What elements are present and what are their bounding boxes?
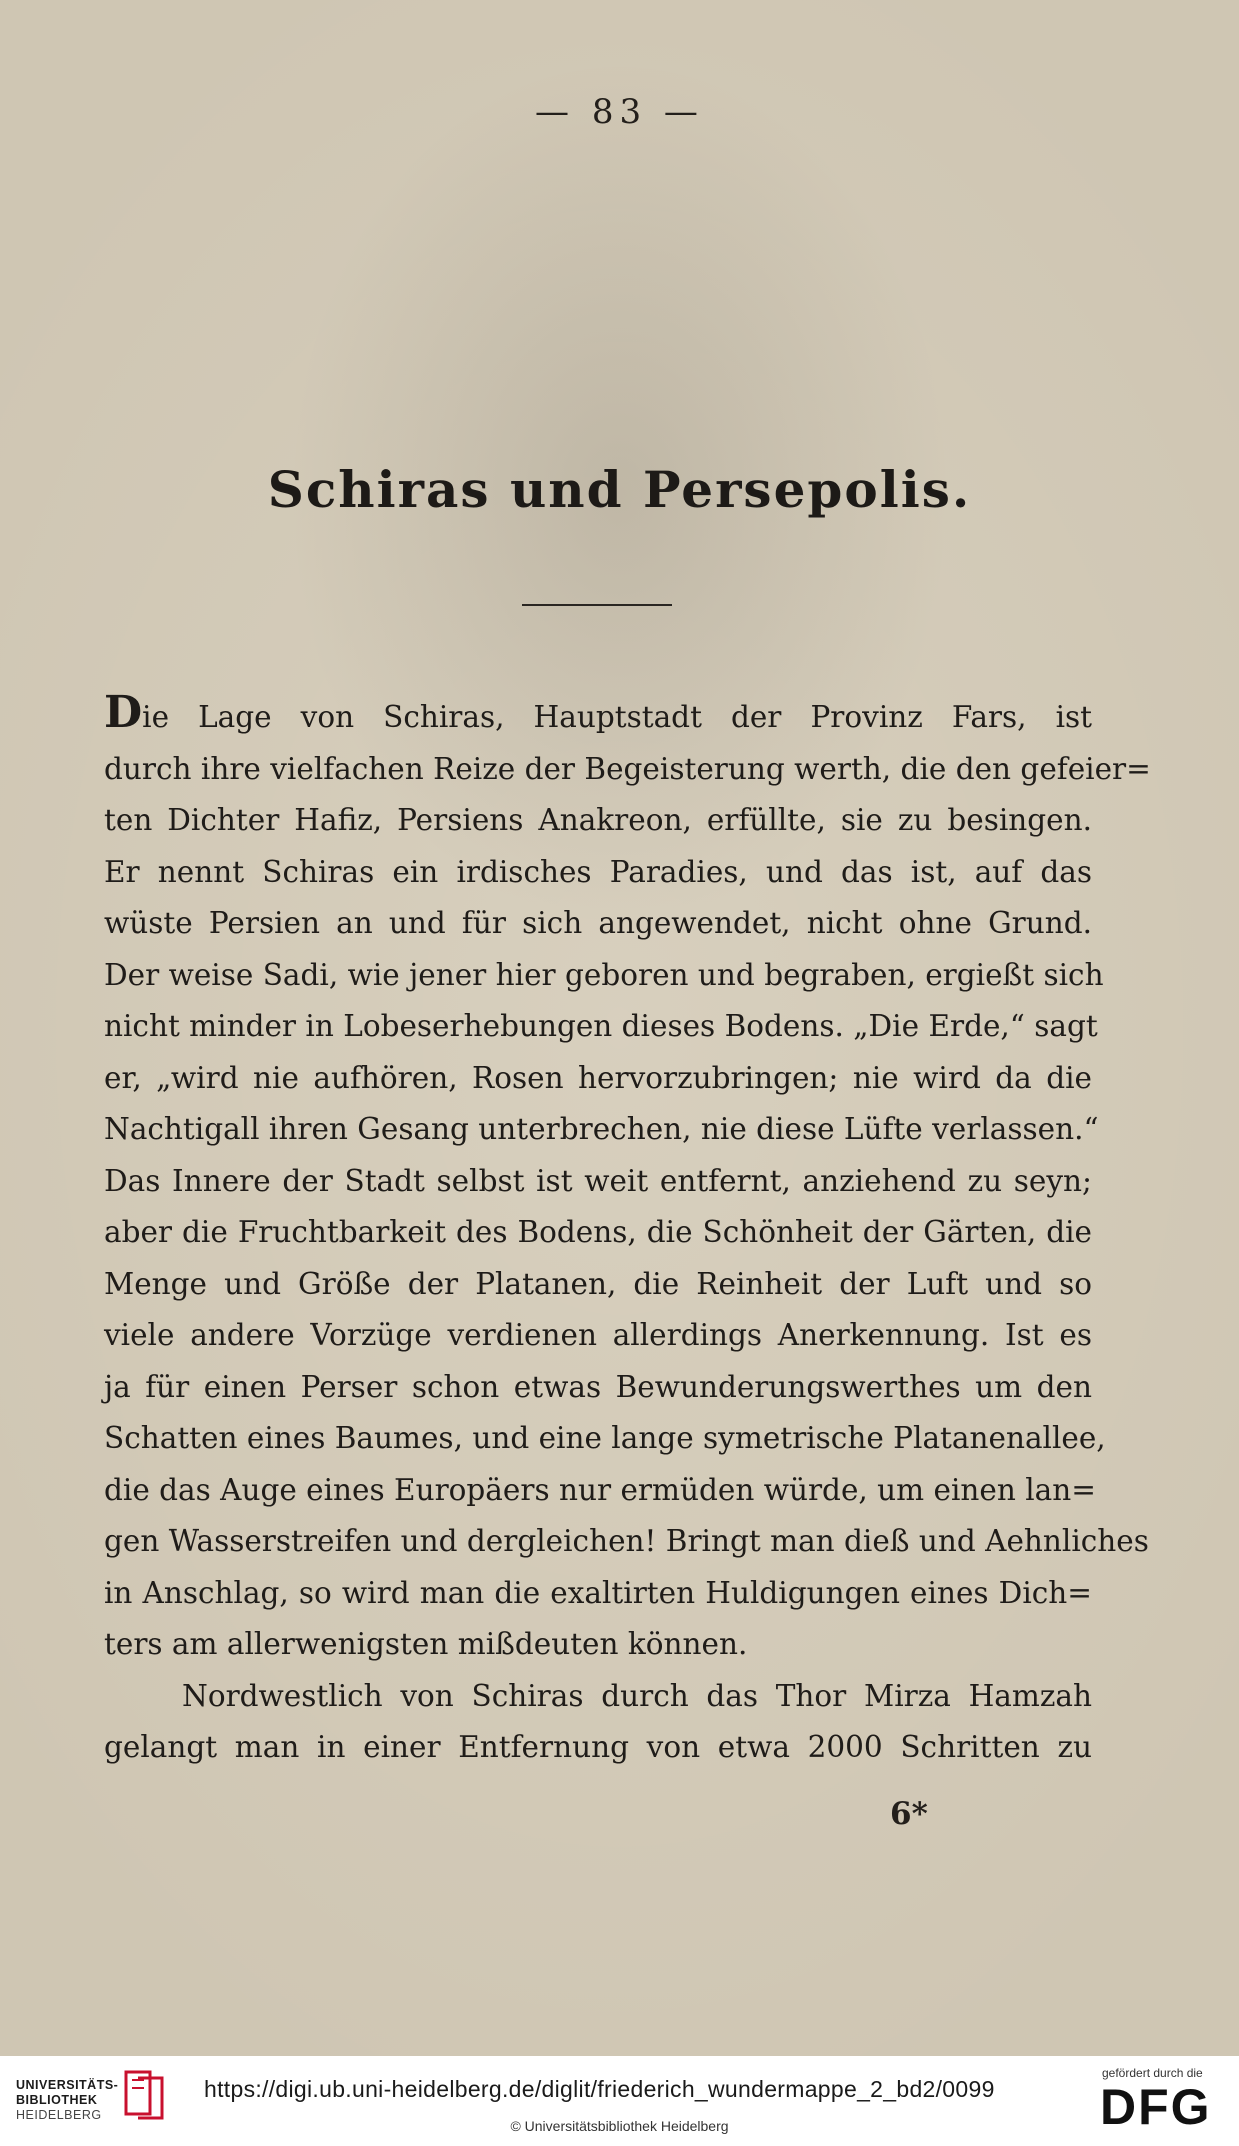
viewer-footer [0, 2056, 1239, 2146]
text-line: ten Dichter Hafiz, Persiens Anakreon, erfüllte, sie zu besingen. [104, 803, 1092, 837]
library-name-line: UNIVERSITÄTS- [16, 2078, 119, 2092]
copyright-notice: © Universitätsbibliothek Heidelberg [510, 2118, 729, 2134]
text-line: ja für einen Perser schon etwas Bewunderungswerthes um den [104, 1369, 1092, 1404]
text-line: gen Wasserstreifen und dergleichen! Bringt man dieß und Aehnliches [104, 1524, 1149, 1558]
text-line: wüste Persien an und für sich angewendet, nicht ohne Grund. [104, 906, 1092, 940]
text-line: Schatten eines Baumes, und eine lange symetrische Platanenallee, [104, 1421, 1106, 1455]
text-line: viele andere Vorzüge verdienen allerdings Anerkennung. Ist es [104, 1318, 1092, 1352]
text-line: gelangt man in einer Entfernung von etwa 2000 Schritten zu [104, 1730, 1092, 1764]
title-divider [522, 604, 672, 606]
text-line: Er nennt Schiras ein irdisches Paradies, und das ist, auf das [104, 854, 1092, 889]
text-line: die das Auge eines Europäers nur ermüden würde, um einen lan= [104, 1472, 1096, 1507]
text-line: ters am allerwenigsten mißdeuten können. [104, 1627, 748, 1661]
text-line: Nordwestlich von Schiras durch das Thor Mirza Hamzah [182, 1678, 1092, 1713]
funder-caption: gefördert durch die [1102, 2066, 1203, 2080]
text-line: Der weise Sadi, wie jener hier geboren und begraben, ergießt sich [104, 957, 1104, 992]
library-logo[interactable] [16, 2078, 118, 2123]
drop-cap: D [104, 687, 143, 738]
text-line: aber die Fruchtbarkeit des Bodens, die Schönheit der Gärten, die [104, 1215, 1092, 1249]
bleed-through [100, 170, 1140, 217]
text-line: Die Lage von Schiras, Hauptstadt der Provinz Fars, ist [104, 687, 1092, 738]
text-line: Das Innere der Stadt selbst ist weit entfernt, anziehend zu seyn; [104, 1163, 1092, 1198]
permalink-url[interactable]: https://digi.ub.uni-heidelberg.de/diglit/friederich_wundermappe_2_bd2/0099 [204, 2076, 995, 2102]
dfg-logo[interactable]: DFG [1100, 2079, 1212, 2135]
library-name-line: HEIDELBERG [16, 2108, 102, 2122]
signature-mark: 6* [890, 1796, 928, 1832]
body-text [104, 687, 1151, 1774]
page-number-header: — 83 — [535, 92, 704, 132]
chapter-title: Schiras und Persepolis. [267, 460, 972, 519]
library-name-line: BIBLIOTHEK [16, 2093, 98, 2107]
text-line: durch ihre vielfachen Reize der Begeisterung werth, die den gefeier= [104, 751, 1151, 786]
text-line: nicht minder in Lobeserhebungen dieses Bodens. „Die Erde,“ sagt [104, 1009, 1098, 1043]
text-line: Nachtigall ihren Gesang unterbrechen, nie diese Lüfte verlassen.“ [104, 1112, 1099, 1146]
text-line: Menge und Größe der Platanen, die Reinheit der Luft und so [104, 1266, 1092, 1301]
text-line: er, „wird nie aufhören, Rosen hervorzubringen; nie wird da die [104, 1060, 1092, 1095]
text-line: in Anschlag, so wird man die exaltirten Huldigungen eines Dich= [104, 1575, 1092, 1610]
